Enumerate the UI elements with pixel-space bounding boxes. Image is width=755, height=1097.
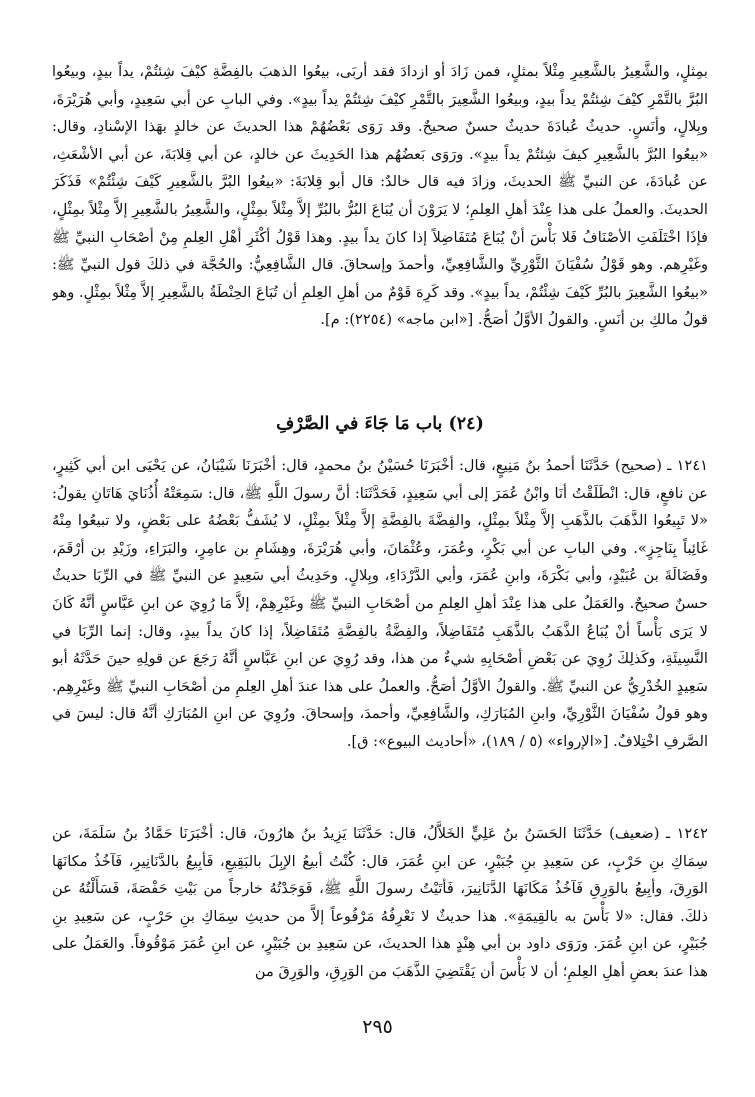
paragraph-hadith-1240-commentary: بمِثلٍ، والشَّعِيرُ بالشَّعِيرِ مِثْلاً بمثلٍ، فمن زَادَ أو ازدادَ فقد أربَى، بيعُوا الذهبَ بالفِضَّةِ كيْفَ شِئتُمْ، يداً بيدٍ، وبيعُوا البُرَّ بالتَّمْرِ كيْفَ شِئتُمْ يداً بيدٍ، وبيعُوا الشَّعِيرَ بالتَّمْرِ كيْفَ شِئتُمْ يداً بيدٍ». وفي البابِ عن أبي سَعِيدٍ، وأبي هُرَيْرَةَ، وبِلالٍ، وأنَسٍ. حديثُ عُبادَةَ حديثٌ حسنٌ صحيحٌ. وقد رَوَى بَعْضُهُمْ هذا الحديثَ عن خالدٍ بهَذا الإسْنادِ، وقال: «بيعُوا البُرَّ بالشَّعِيرِ كيفَ شِئتُمْ يداً بيدٍ». ورَوَى بَعضُهُم هذا الحَدِيثَ عن خالدٍ، عن أبي قِلابَةَ، عن أبي الأشْعَثِ، عن عُبادَةَ، عن النبيِّ ﷺ الحديثَ، وزادَ فيه قال خالدٌ: قال أبو قِلابَةَ: «بيعُوا البُرَّ بالشَّعِيرِ كَيْفَ شِئْتُمْ» فَذَكَرَ الحديثَ. والعملُ على هذا عِنْدَ أهلِ العِلمِ؛ لا يَرَوْنَ أن يُبَاعَ البُرُّ بالبُرِّ إلاَّ مِثْلاً بمِثْلٍ، والشَّعِيرُ بالشَّعِيرِ إلاَّ مِثْلاً بمِثْلٍ، فإذَا اخْتَلَفَتِ الأصْنَافُ فَلا بَأْسَ أنْ يُبَاعَ مُتَفَاضِلاً إذا كانَ يداً بيدٍ. وهذا قَوْلُ أكْثَرِ أهْلِ العِلمِ مِنْ أصْحَابِ النبيِّ ﷺ وغَيْرِهم. وهو قَوْلُ سُفْيَانَ الثَّوْرِيِّ والشَّافِعِيِّ، وأحمدَ وإسحاقَ. قال الشَّافِعِيُّ: والحُجَّة في ذلكَ قول النبيِّ ﷺ: «بيعُوا الشَّعِيرَ بالبُرِّ كَيْفَ شِئْتُمْ، يداً بيدٍ». وقد كَرِهَ قَوْمٌ من أهلِ العِلمِ أن تُبَاعَ الحِنْطَةُ بالشَّعِيرِ إلاَّ مِثْلاً بمِثْلٍ. وهو قولُ مالكِ بن أنَسٍ. والقولُ الأوَّلُ أصَحُّ. [«ابن ماجه» (٢٢٥٤): م].	[52, 63, 708, 329]
page-number: ٢٩٥	[362, 1016, 393, 1038]
paragraph-hadith-1241: ١٢٤١ ـ (صحيح) حَدَّثَنَا أحمدُ بنُ مَنِيعٍ، قال: أخْبَرَنَا حُسَيْنُ بنُ محمدٍ، قال: أخْبَرَنَا شَيْبَانُ، عن يَحْيَى ابن أبي كَثِيرٍ، عن نافعٍ، قال: انْطَلَقْتُ أنَا وابْنُ عُمَرَ إلى أبي سَعِيدٍ، فَحَدَّثَنَا: أنَّ رسولَ اللَّهِ ﷺ، قال: سَمِعَتْهُ أُذُنَايَ هَاتَانِ يقولُ: «لا تَبِيعُوا الذَّهَبَ بالذَّهَبِ إلاَّ مِثْلاً بمِثْلٍ، والفِضَّةَ بالفِضَّةِ إلاَّ مِثْلاً بمِثْلٍ، لا يُشَفُّ بَعْضُهُ على بَعْضٍ، ولا تبيعُوا مِنْهُ غَائِباً بِنَاجِزٍ». وفي البابِ عن أبي بَكْرٍ، وعُمَرَ، وعُثْمَانَ، وأبي هُرَيْرَةَ، وهِشَامِ بن عامِرٍ، والبَرَاءِ، وزَيْدِ بن أرْقَمَ، وفَضَالَةَ بن عُبَيْدٍ، وأبي بَكْرَةَ، وابنِ عُمَرَ، وأبي الدَّرْدَاءِ، وبِلالٍ. وحَدِيثُ أبي سَعِيدٍ عن النبيِّ ﷺ في الرِّبَا حديثٌ حسنٌ صحيحٌ. والعَمَلُ على هذا عِنْدَ أهلِ العِلمِ من أصْحَابِ النبيِّ ﷺ وغَيْرِهِمْ، إلاَّ مَا رُوِيَ عن ابنِ عَبَّاسٍ أنَّهُ كَانَ لا يَرَى بَأْساً أنْ يُبَاعُ الذَّهَبُ بالذَّهَبِ مُتَفَاضِلاً، والفِضَّةُ بالفِضَّةِ مُتَفَاضِلاً، إذا كانَ يداً بيدٍ، وقال: إنما الرِّبَا في النَّسِيئَةِ، وكَذلِكَ رُوِيَ عن بَعْضِ أصْحَابِهِ شيءٌ من هذا، وقد رُوِيَ عن ابنِ عَبَّاسٍ أنَّهُ رَجَعَ عن قولِهِ حينَ حَدَّثَهُ أبو سَعِيدٍ الخُدْرِيُّ عن النبيِّ ﷺ. والقولُ الأوَّلُ أصَحُّ. والعملُ على هذا عندَ أهلِ العِلمِ من أصْحَابِ النبيِّ ﷺ وغَيْرِهِم. وهو قولُ سُفْيَانَ الثَّوْرِيِّ، وابنِ المُبَارَكِ، والشَّافِعِيِّ، وأحمدَ، وإسحاقَ. ورُوِيَ عن ابنِ المُبَارَكِ أنَّهُ قال: ليسَ في الصَّرفِ اخْتِلافٌ. [«الإرواء» (٥ / ١٨٩)، «أحاديث البيوع»: ق].	[52, 457, 708, 750]
chapter-title: (٢٤) باب مَا جَاءَ في الصَّرْفِ	[276, 414, 484, 434]
paragraph-hadith-1242: ١٢٤٢ ـ (ضعيف) حَدَّثَنَا الحَسَنُ بنُ عَلِيٍّ الخَلاَّلُ، قال: حَدَّثَنَا يَزِيدُ بنُ هارُونَ، قال: أخْبَرَنَا حَمَّادُ بنُ سَلَمَةَ، عن سِمَاكِ بنِ حَرْبٍ، عن سَعِيدِ بنِ جُبَيْرٍ، عن ابنِ عُمَرَ، قال: كُنْتُ أبيعُ الإبِلَ بالبَقِيعِ، فَأبِيعُ بالدَّنَانِيرِ، فَآخُذُ مكانَهَا الوَرِقَ، وأبِيعُ بالوَرِقِ فَآخُذُ مَكَانَهَا الدَّنَانِيرَ، فَأتَيْتُ رسولَ اللَّهِ ﷺ، فَوَجَدْتُهُ خارجاً من بَيْتِ حَفْصَةَ، فَسَأَلْتُهُ عن ذلكَ. فقال: «لا بَأْسَ به بالقِيمَةِ». هذا حديثٌ لا نَعْرِفُهُ مَرْفُوعاً إلاَّ من حديثِ سِمَاكِ بنِ حَرْبٍ، عن سَعِيدِ بنِ جُبَيْرٍ، عن ابنِ عُمَرَ. ورَوَى داود بن أبي هِنْدٍ هذا الحديثَ، عن سَعِيدِ بن جُبَيْرٍ، عن ابنِ عُمَرَ مَوْقُوفاً. والعَمَلُ على هذا عندَ بعضِ أهلِ العِلمِ؛ أن لا بَأْسَ أن يَقْتَضِيَ الذَّهَبَ من الوَرِقِ، والوَرِقَ من	[52, 825, 708, 980]
book-page	[52, 58, 708, 1030]
